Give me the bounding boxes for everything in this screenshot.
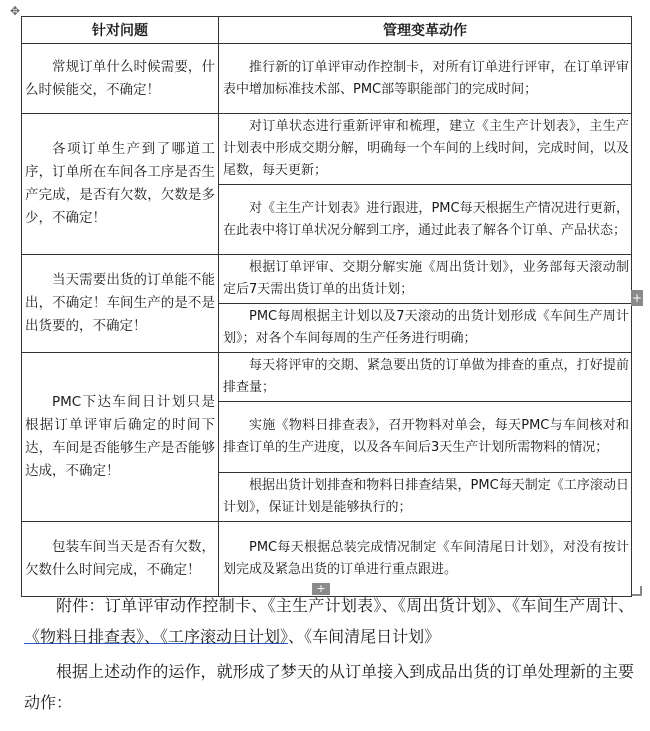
- action-cell: 每天将评审的交期、紧急要出货的订单做为排查的重点，打好提前排查量；: [219, 353, 632, 402]
- attachment-separator: 、: [288, 627, 305, 646]
- attachment-prefix: 附件：订单评审动作控制卡、《主生产计划表》、《周出货计划》、《车间生产周计、: [56, 596, 634, 615]
- table-row: [22, 353, 632, 402]
- issue-cell: 当天需要出货的订单能不能出，不确定！车间生产的是不是出货要的，不确定！: [22, 255, 219, 353]
- action-cell: 根据订单评审、交期分解实施《周出货计划》，业务部每天滚动制定后7天需出货订单的出货计划；: [219, 255, 632, 304]
- action-cell: PMC每周根据主计划以及7天滚动的出货计划形成《车间生产周计划》；对各个车间每周的生产任务进行明确；: [219, 304, 632, 353]
- table-row: [22, 114, 632, 185]
- action-cell: 对《主生产计划表》进行跟进，PMC每天根据生产情况进行更新，在此表中将订单状况分解到工序，通过此表了解各个订单、产品状态；: [219, 185, 632, 255]
- table-row: [22, 255, 632, 304]
- management-change-table: [21, 16, 631, 597]
- attachment-paragraph: [24, 590, 634, 652]
- add-column-icon[interactable]: +: [631, 291, 643, 305]
- action-cell: 推行新的订单评审动作控制卡，对所有订单进行评审，在订单评审表中增加标准技术部、PMC部等职能部门的完成时间；: [219, 44, 632, 114]
- action-cell: 对订单状态进行重新评审和梳理，建立《主生产计划表》，主生产计划表中形成交期分解，明确每一个车间的上线时间，完成时间，以及尾数，每天更新；: [219, 114, 632, 185]
- action-cell: 根据出货计划排查和物料日排查结果，PMC每天制定《工序滚动日计划》，保证计划是能够执行的；: [219, 473, 632, 522]
- issue-cell: 包装车间当天是否有欠数，欠数什么时间完成，不确定！: [22, 522, 219, 597]
- header-action: 管理变革动作: [219, 17, 632, 44]
- issue-cell: 各项订单生产到了哪道工序，订单所在车间各工序是否生产完成，是否有欠数，欠数是多少，不确定！: [22, 114, 219, 255]
- closing-paragraph: 根据上述动作的运作，就形成了梦天的从订单接入到成品出货的订单处理新的主要动作：: [24, 662, 634, 712]
- attachment-separator: 、: [144, 627, 161, 646]
- attachment-suffix: 《车间清尾日计划》: [304, 627, 441, 646]
- table-header-row: [22, 17, 632, 44]
- header-issue: 针对问题: [22, 17, 219, 44]
- add-row-icon[interactable]: +: [312, 583, 330, 595]
- table-move-icon[interactable]: ✥: [9, 4, 21, 18]
- action-cell: PMC每天根据总装完成情况制定《车间清尾日计划》，对没有按计划完成及紧急出货的订单进行重点跟进。: [219, 522, 632, 597]
- issue-cell: 常规订单什么时候需要，什么时候能交，不确定！: [22, 44, 219, 114]
- action-cell: 实施《物料日排查表》，召开物料对单会，每天PMC与车间核对和排查订单的生产进度，以及各车间后3天生产计划所需物料的情况；: [219, 402, 632, 473]
- issue-cell: PMC下达车间日计划只是根据订单评审后确定的时间下达，车间是否能够生产是否能够达成，不确定！: [22, 353, 219, 522]
- material-check-link[interactable]: 《物料日排查表》: [24, 627, 145, 646]
- process-plan-link[interactable]: 《工序滚动日计划》: [160, 627, 289, 646]
- table-row: [22, 44, 632, 114]
